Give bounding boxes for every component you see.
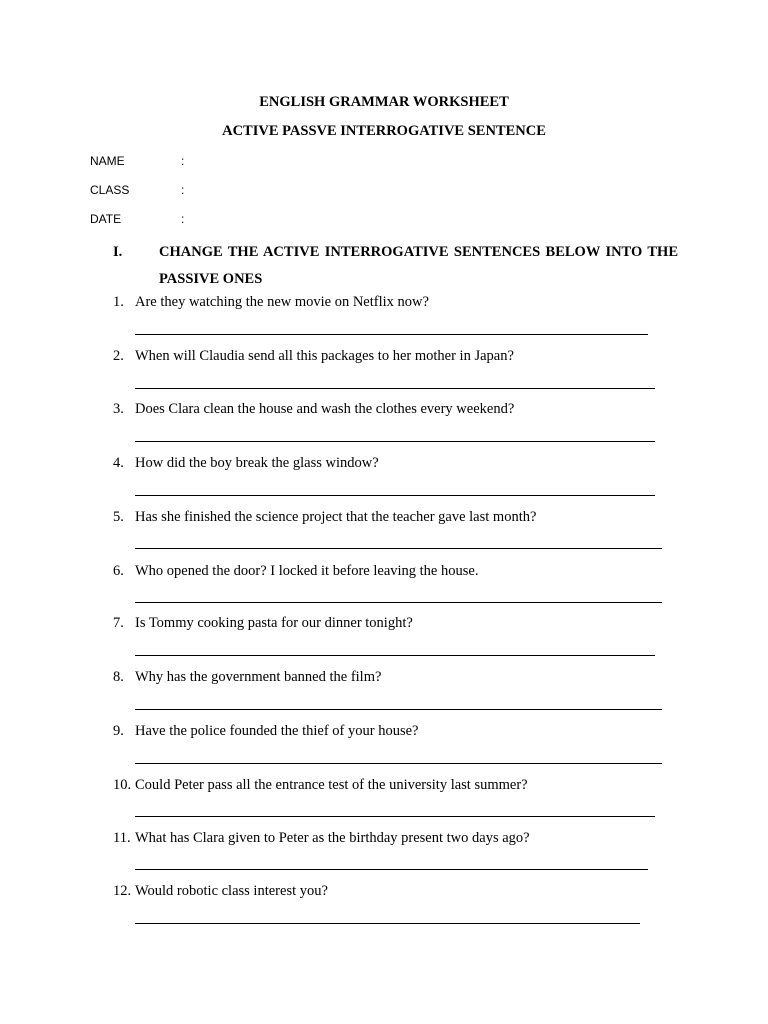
question-text: Does Clara clean the house and wash the clothes every weekend? xyxy=(135,401,515,417)
worksheet-subtitle: ACTIVE PASSVE INTERROGATIVE SENTENCE xyxy=(222,123,546,139)
worksheet-title: ENGLISH GRAMMAR WORKSHEET xyxy=(259,94,509,110)
question-text: Would robotic class interest you? xyxy=(135,883,328,899)
question-text: What has Clara given to Peter as the birthday present two days ago? xyxy=(135,830,530,846)
class-field xyxy=(90,183,185,197)
question-text: How did the boy break the glass window? xyxy=(135,455,379,471)
question-text: When will Claudia send all this packages to her mother in Japan? xyxy=(135,348,514,364)
class-colon: : xyxy=(181,183,185,197)
section-heading xyxy=(113,239,678,293)
answer-line[interactable] xyxy=(135,869,648,870)
question-text: Who opened the door? I locked it before leaving the house. xyxy=(135,563,479,579)
answer-line[interactable] xyxy=(135,602,662,603)
question-number: 4. xyxy=(113,455,124,471)
question-number: 7. xyxy=(113,615,124,631)
name-field xyxy=(90,154,185,168)
question-text: Could Peter pass all the entrance test of the university last summer? xyxy=(135,777,528,793)
question-text: Have the police founded the thief of your house? xyxy=(135,723,419,739)
answer-line[interactable] xyxy=(135,495,655,496)
date-field xyxy=(90,212,185,226)
section-number: I. xyxy=(113,244,123,260)
name-label: NAME xyxy=(90,154,125,168)
answer-line[interactable] xyxy=(135,923,640,924)
question-text: Has she finished the science project that the teacher gave last month? xyxy=(135,509,537,525)
question-text: Why has the government banned the film? xyxy=(135,669,382,685)
question-number: 11. xyxy=(113,830,131,846)
name-colon: : xyxy=(181,154,185,168)
question-text: Is Tommy cooking pasta for our dinner tonight? xyxy=(135,615,413,631)
question-number: 3. xyxy=(113,401,124,417)
date-colon: : xyxy=(181,212,185,226)
answer-line[interactable] xyxy=(135,441,655,442)
answer-line[interactable] xyxy=(135,548,662,549)
answer-line[interactable] xyxy=(135,655,655,656)
answer-line[interactable] xyxy=(135,709,662,710)
question-number: 5. xyxy=(113,509,124,525)
question-number: 8. xyxy=(113,669,124,685)
answer-line[interactable] xyxy=(135,334,648,335)
section-instruction: CHANGE THE ACTIVE INTERROGATIVE SENTENCES BELOW INTO THE PASSIVE ONES xyxy=(159,244,678,287)
question-number: 12. xyxy=(113,883,132,899)
question-number: 1. xyxy=(113,294,124,310)
question-text: Are they watching the new movie on Netflix now? xyxy=(135,294,429,310)
answer-line[interactable] xyxy=(135,763,662,764)
class-label: CLASS xyxy=(90,183,130,197)
question-number: 2. xyxy=(113,348,124,364)
question-number: 10. xyxy=(113,777,132,793)
question-number: 6. xyxy=(113,563,124,579)
answer-line[interactable] xyxy=(135,816,655,817)
date-label: DATE xyxy=(90,212,122,226)
answer-line[interactable] xyxy=(135,388,655,389)
question-number: 9. xyxy=(113,723,124,739)
